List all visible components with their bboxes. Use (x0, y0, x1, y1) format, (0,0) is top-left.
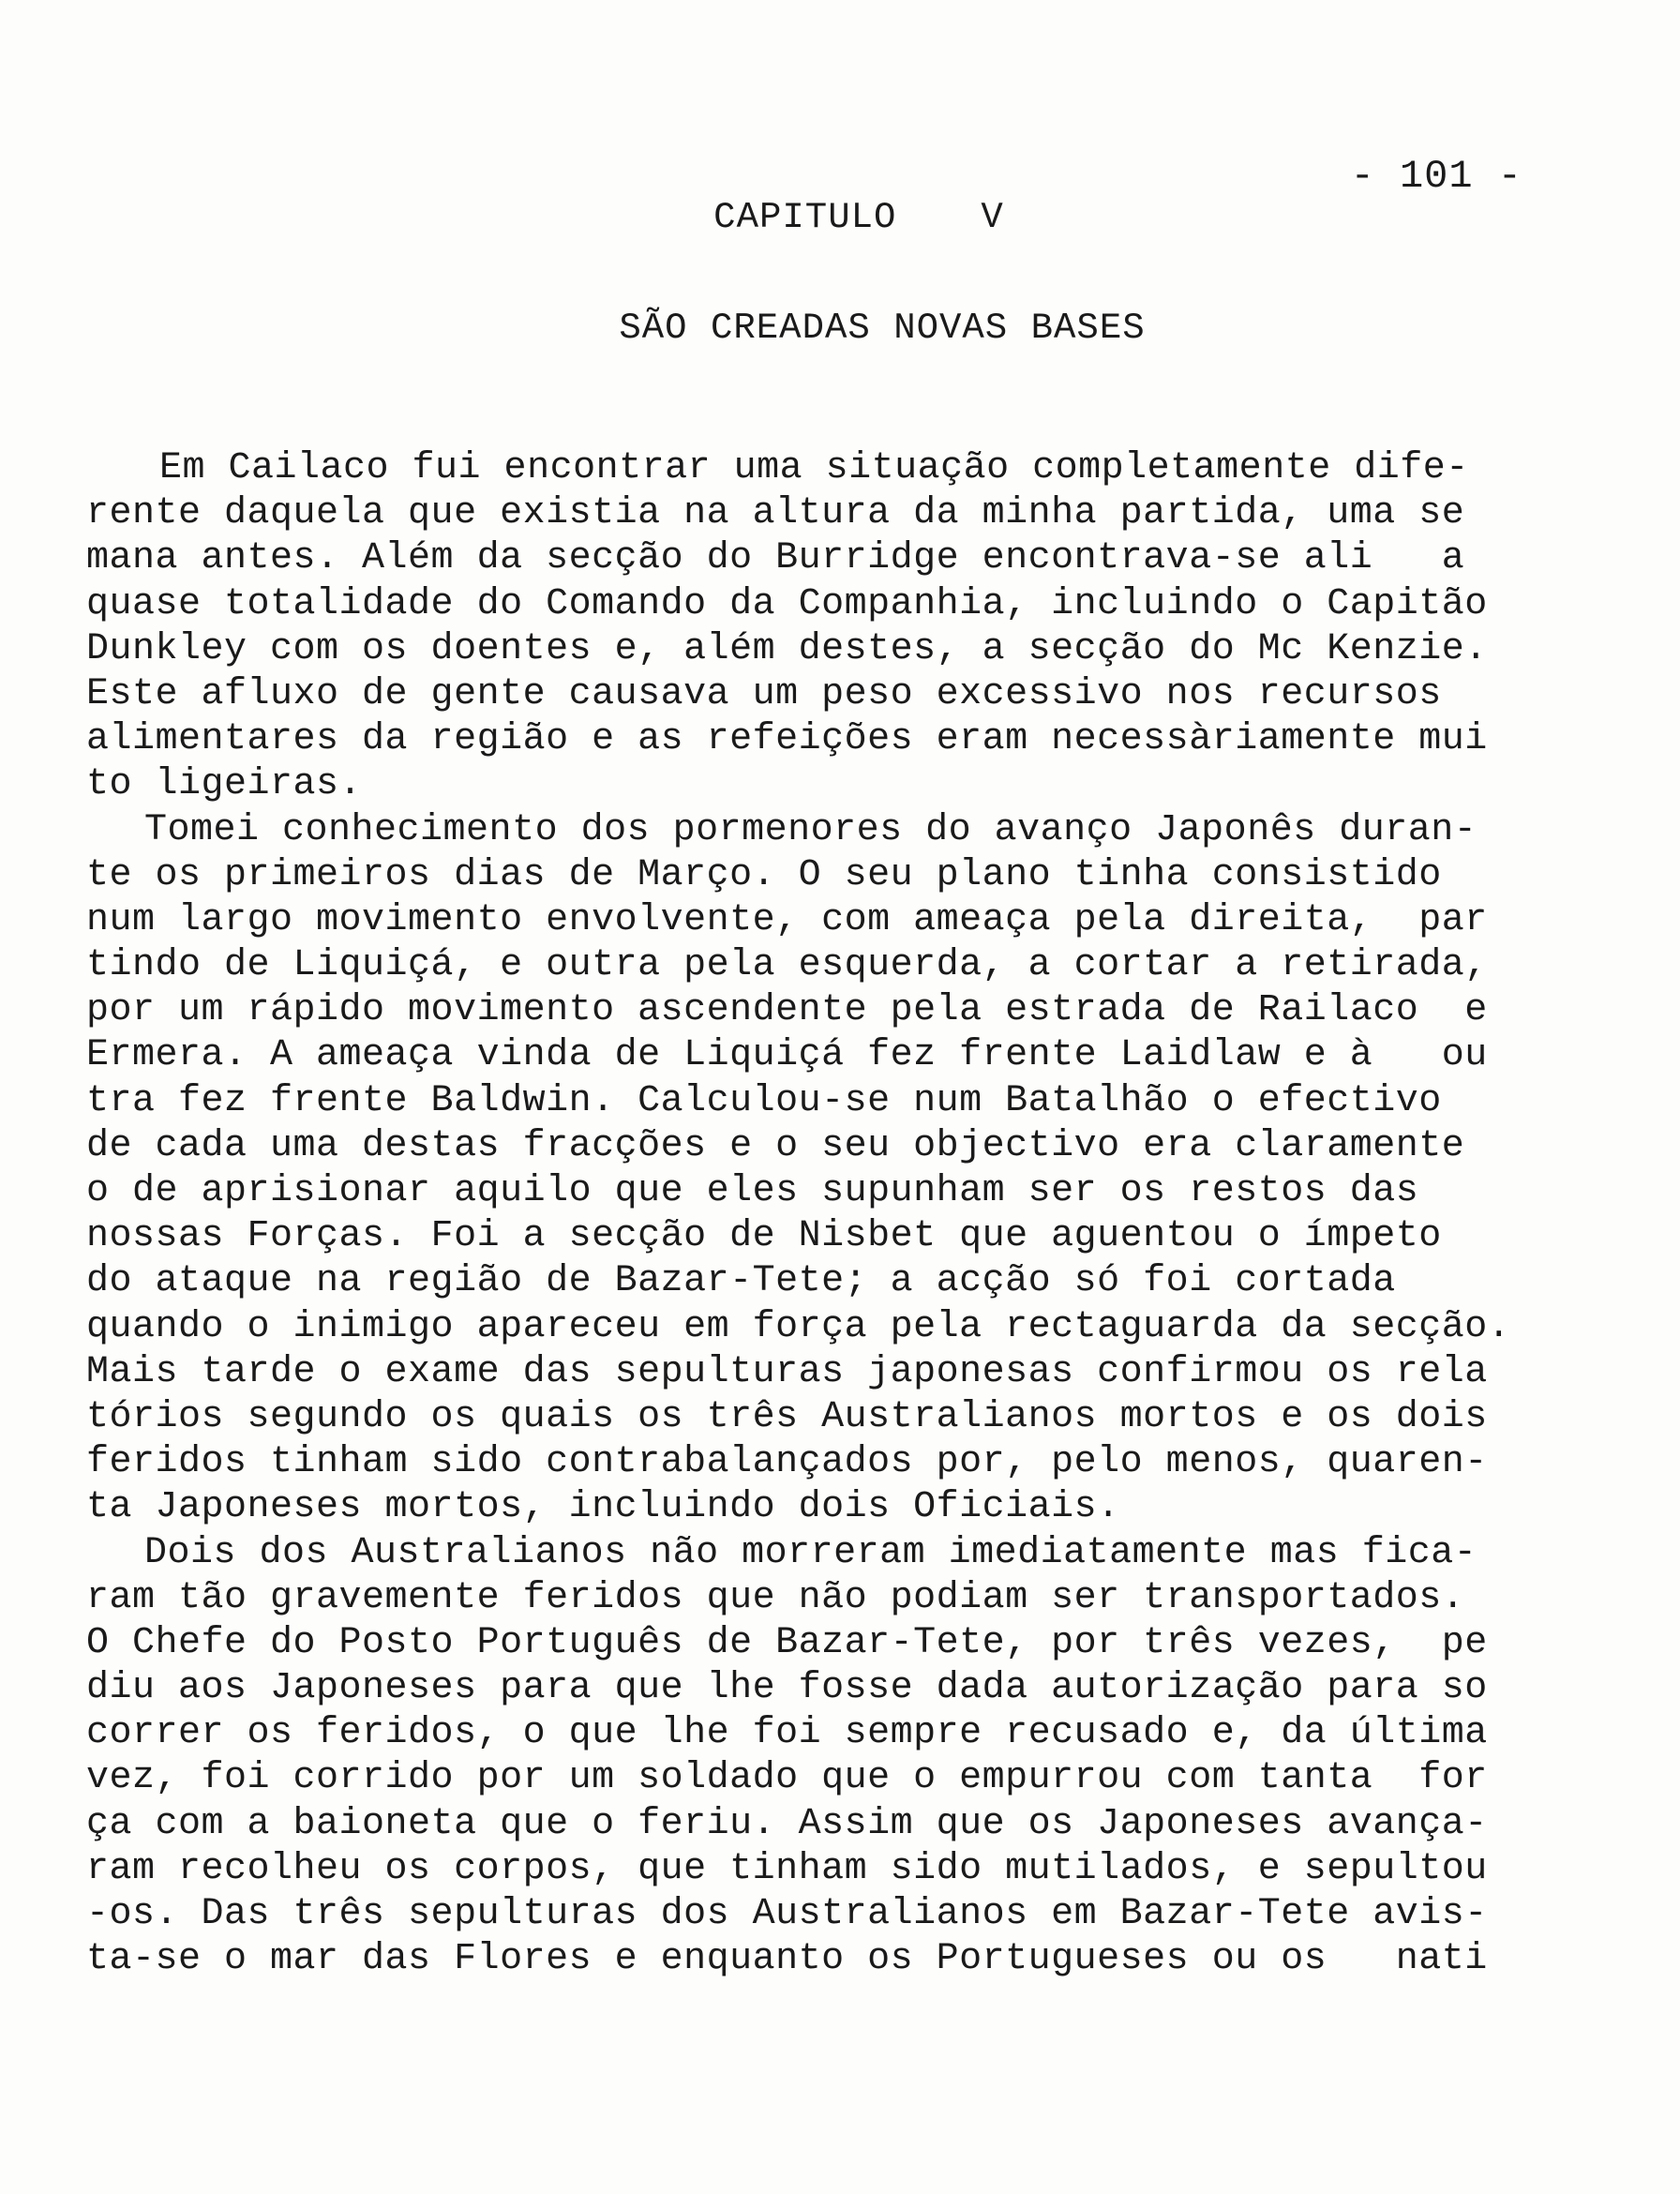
text-line: tórios segundo os quais os três Australianos mortos e os dois (86, 1395, 1488, 1438)
text-line: por um rápido movimento ascendente pela estrada de Railaco e (86, 989, 1488, 1032)
text-line: tra fez frente Baldwin. Calculou-se num Batalhão o efectivo (86, 1079, 1442, 1122)
text-line: diu aos Japoneses para que lhe fosse dada autorização para so (86, 1667, 1488, 1710)
chapter-title (0, 308, 1680, 349)
text-line: tindo de Liquiçá, e outra pela esquerda, a cortar a retirada, (86, 944, 1488, 987)
body-text (86, 446, 1511, 1982)
text-line: ram tão gravemente feridos que não podiam ser transportados. (86, 1576, 1465, 1619)
text-line: Dois dos Australianos não morreram imediatamente mas fica- (144, 1531, 1478, 1574)
text-line: Tomei conhecimento dos pormenores do avanço Japonês duran- (144, 808, 1478, 851)
text-line: -os. Das três sepulturas dos Australianos em Bazar-Tete avis- (86, 1893, 1488, 1935)
text-line: ram recolheu os corpos, que tinham sido mutilados, e sepultou (86, 1847, 1488, 1890)
text-line: vez, foi corrido por um soldado que o empurrou com tanta for (86, 1757, 1488, 1800)
text-line: quase totalidade do Comando da Companhia, incluindo o Capitão (86, 582, 1488, 625)
text-line: quando o inimigo apareceu em força pela rectaguarda da secção. (86, 1305, 1511, 1348)
text-line: Mais tarde o exame das sepulturas japonesas confirmou os rela (86, 1350, 1488, 1393)
chapter-heading (0, 197, 1680, 238)
text-line: ça com a baioneta que o feriu. Assim que os Japoneses avança- (86, 1802, 1488, 1845)
text-line: feridos tinham sido contrabalançados por, pelo menos, quaren- (86, 1441, 1488, 1484)
text-line: O Chefe do Posto Português de Bazar-Tete, por três vezes, pe (86, 1621, 1488, 1664)
text-line: ta Japoneses mortos, incluindo dois Oficiais. (86, 1486, 1120, 1529)
text-line: mana antes. Além da secção do Burridge encontrava-se ali a (86, 537, 1465, 580)
text-line: rente daquela que existia na altura da minha partida, uma se (86, 492, 1465, 535)
text-line: o de aprisionar aquilo que eles supunham ser os restos das (86, 1170, 1419, 1212)
text-line: to ligeiras. (86, 763, 363, 806)
text-line: alimentares da região e as refeições eram necessàriamente mui (86, 718, 1488, 761)
text-line: ta-se o mar das Flores e enquanto os Portugueses ou os nati (86, 1938, 1488, 1981)
text-line: do ataque na região de Bazar-Tete; a acção só foi cortada (86, 1260, 1396, 1303)
text-line: Dunkley com os doentes e, além destes, a secção do Mc Kenzie. (86, 627, 1488, 670)
text-line: Ermera. A ameaça vinda de Liquiçá fez frente Laidlaw e à ou (86, 1034, 1488, 1077)
chapter-number: V (981, 197, 1004, 238)
chapter-title-text: SÃO CREADAS NOVAS BASES (619, 308, 1146, 349)
text-line: de cada uma destas fracções e o seu objectivo era claramente (86, 1124, 1465, 1167)
text-line: num largo movimento envolvente, com ameaça pela direita, par (86, 898, 1488, 941)
text-line: te os primeiros dias de Março. O seu plano tinha consistido (86, 853, 1442, 896)
text-line: Em Cailaco fui encontrar uma situação completamente dife- (159, 447, 1469, 489)
text-line: correr os feridos, o que lhe foi sempre recusado e, da última (86, 1712, 1488, 1755)
page-number: - 101 - (1350, 154, 1522, 199)
chapter-label: CAPITULO (713, 197, 897, 238)
text-line: nossas Forças. Foi a secção de Nisbet que aguentou o ímpeto (86, 1215, 1442, 1258)
text-line: Este afluxo de gente causava um peso excessivo nos recursos (86, 672, 1442, 715)
